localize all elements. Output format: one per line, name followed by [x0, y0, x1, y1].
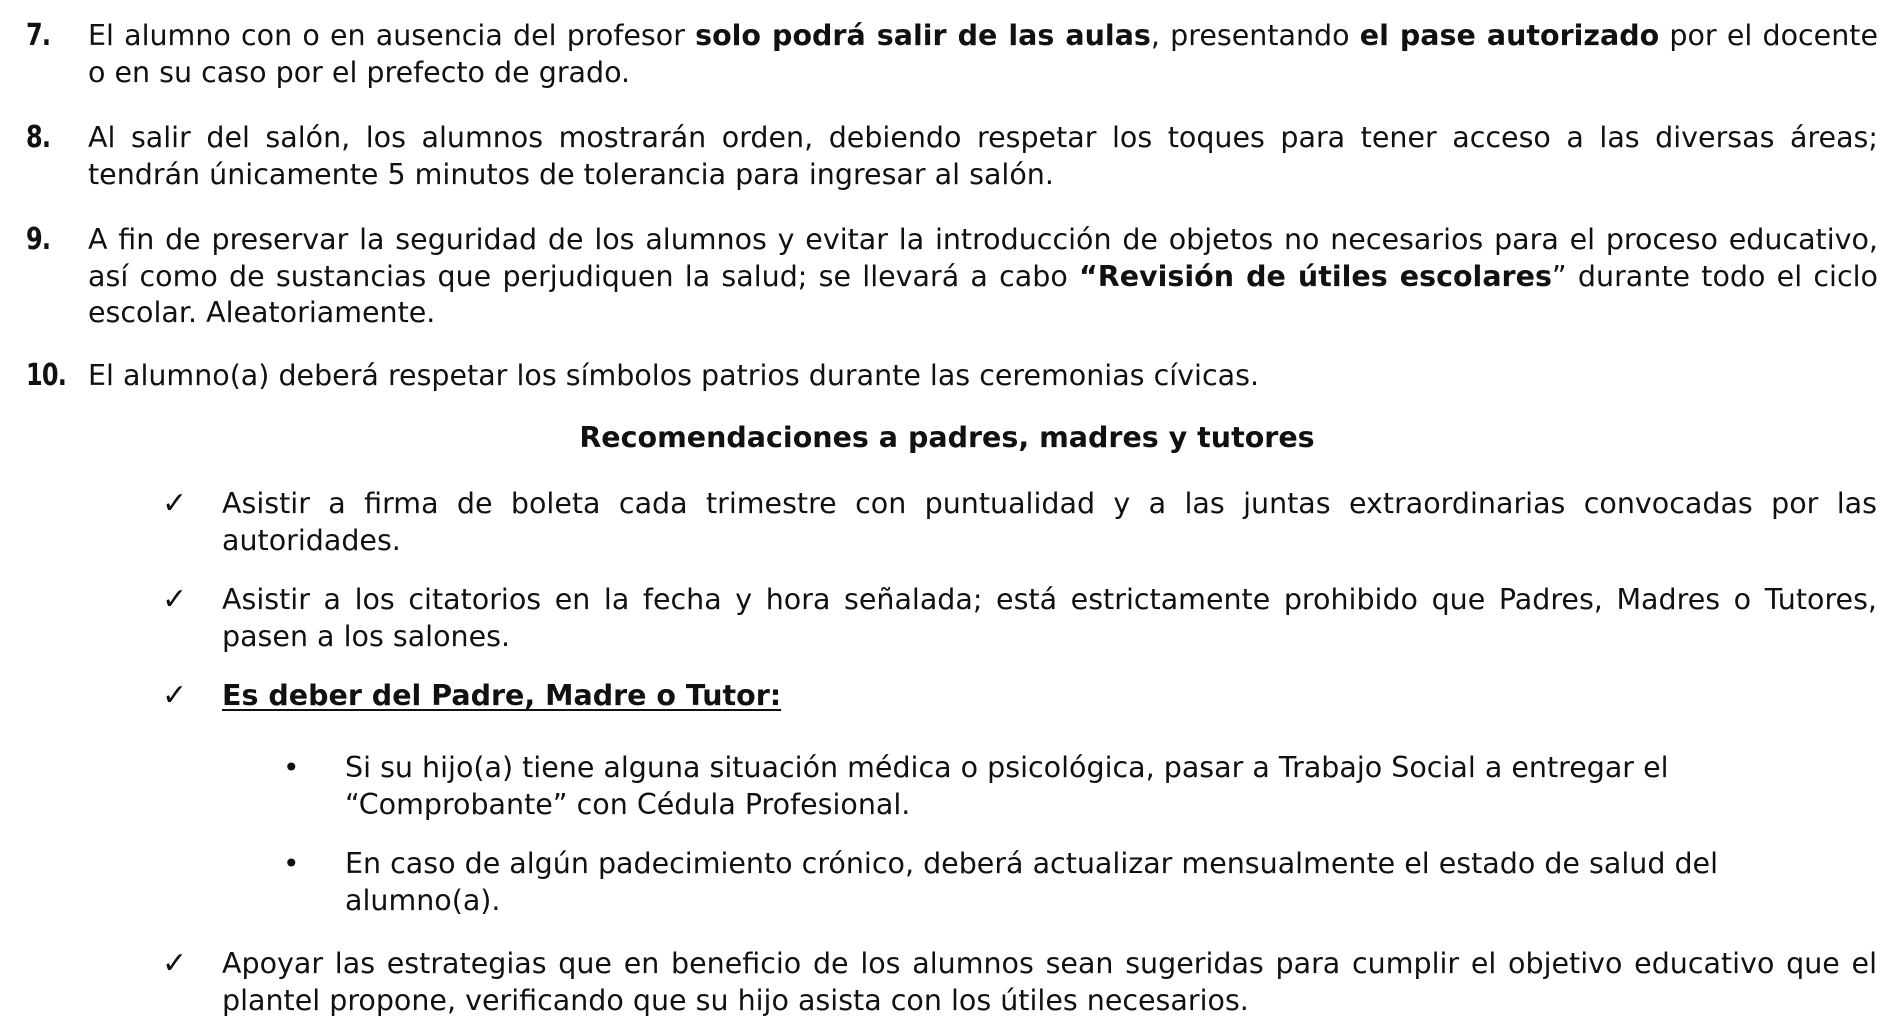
- recommendation-text: Asistir a firma de boleta cada trimestre con puntualidad y a las juntas extraordinarias convocadas por las autoridades.: [222, 487, 1877, 557]
- text-span: El alumno con o en ausencia del profesor: [88, 19, 696, 52]
- item-number: 10.: [26, 358, 67, 393]
- rule-text: [88, 120, 1878, 193]
- rule-item-9: [26, 222, 1876, 332]
- rule-item-7: [26, 18, 1876, 91]
- text-span: Al salir del salón, los alumnos mostrarán orden, debiendo respetar los toques para tener acceso a las diversas áreas; tendrán únicamente 5 minutos de tolerancia para ingresar al salón.: [88, 121, 1878, 191]
- duty-list-item: [283, 750, 1843, 823]
- rule-text: [88, 18, 1878, 91]
- checkmark-icon: ✓: [162, 678, 188, 713]
- rule-text: [88, 358, 1878, 395]
- recommendation-text: [222, 678, 1877, 715]
- recommendation-item: [162, 582, 1882, 655]
- rule-item-10: [26, 358, 1876, 395]
- duty-heading: Es deber del Padre, Madre o Tutor:: [222, 679, 782, 712]
- duty-list-item: [283, 846, 1843, 919]
- item-number: 7.: [26, 18, 51, 53]
- section-heading: Recomendaciones a padres, madres y tutores: [579, 421, 1315, 454]
- recommendation-item: [162, 486, 1882, 559]
- bullet-icon: •: [283, 751, 300, 784]
- text-span: El alumno(a) deberá respetar los símbolos patrios durante las ceremonias cívicas.: [88, 359, 1260, 392]
- text-span: por el docente o en su caso por el prefecto de grado.: [88, 19, 1878, 89]
- text-span: A fin de preservar la seguridad de los alumnos y evitar la introducción de objetos no necesarios para el proceso educativo, así como de sustancias que perjudiquen la salud; se llevará a cabo: [88, 223, 1878, 293]
- bold-text-span: el pase autorizado: [1359, 19, 1660, 52]
- duty-text: En caso de algún padecimiento crónico, deberá actualizar mensualmente el estado de salud del alumno(a).: [345, 847, 1719, 917]
- checkmark-icon: ✓: [162, 486, 188, 521]
- text-span: , presentando: [1150, 19, 1360, 52]
- rule-item-8: [26, 120, 1876, 193]
- checkmark-icon: ✓: [162, 946, 188, 981]
- item-number: 9.: [26, 222, 51, 257]
- recommendation-text: Apoyar las estrategias que en beneficio de los alumnos sean sugeridas para cumplir el objetivo educativo que el plantel propone, verificando que su hijo asista con los útiles necesarios.: [222, 947, 1877, 1017]
- bold-text-span: solo podrá salir de las aulas: [695, 19, 1151, 52]
- bullet-icon: •: [283, 847, 300, 880]
- checkmark-icon: ✓: [162, 582, 188, 617]
- text-span: ” durante todo el ciclo escolar. Aleatoriamente.: [88, 259, 1878, 329]
- duty-text: Si su hijo(a) tiene alguna situación médica o psicológica, pasar a Trabajo Social a entregar el “Comprobante” con Cédula Profesional.: [345, 751, 1669, 821]
- item-number: 8.: [26, 120, 51, 155]
- recommendation-item: [162, 678, 1882, 715]
- bold-text-span: “Revisión de útiles escolares: [1079, 259, 1552, 293]
- rule-text: [88, 222, 1878, 332]
- recommendation-text: Asistir a los citatorios en la fecha y hora señalada; está estrictamente prohibido que Padres, Madres o Tutores, pasen a los salones.: [222, 583, 1877, 653]
- recommendation-item: [162, 946, 1882, 1019]
